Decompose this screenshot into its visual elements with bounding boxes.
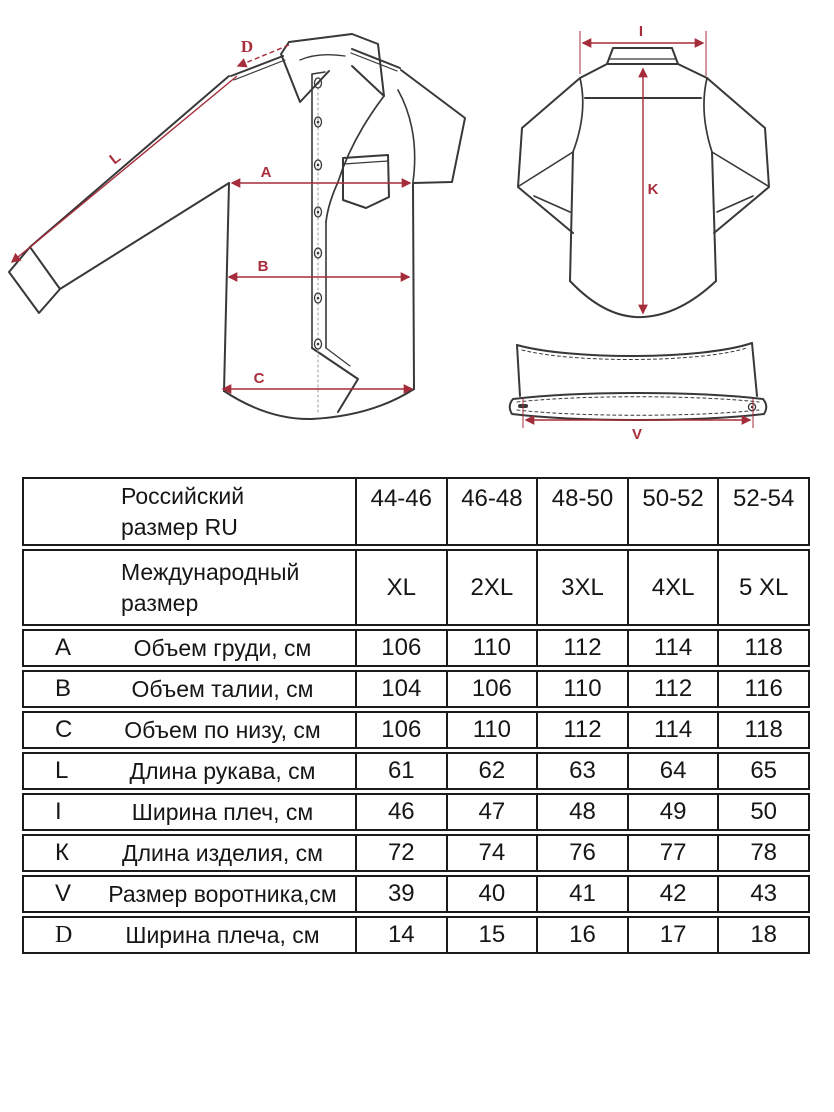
value-cell: 16: [536, 918, 627, 952]
header-line: Международный: [121, 558, 300, 585]
front-label-bottom: C: [253, 370, 265, 387]
value-cell: 47: [446, 795, 537, 829]
collar-drawing: [510, 343, 767, 420]
front-label-waist: B: [257, 258, 269, 275]
row-letter: К: [55, 839, 69, 866]
table-row-shoulder-width: [22, 793, 810, 831]
table-row-garment-length: [22, 834, 810, 872]
value-cell: 17: [627, 918, 718, 952]
value-cell: 118: [717, 631, 808, 665]
collar-button-icon: [748, 403, 755, 410]
ru-size-cell: 50-52: [627, 479, 718, 544]
ru-size-cell: 48-50: [536, 479, 627, 544]
value-cell: 116: [717, 672, 808, 706]
value-cell: 39: [355, 877, 446, 911]
value-cell: 112: [536, 713, 627, 747]
value-cell: 78: [717, 836, 808, 870]
row-letter: L: [55, 757, 69, 784]
header-line: размер: [121, 589, 199, 616]
value-cell: 110: [446, 713, 537, 747]
header-line: Российский: [121, 482, 245, 509]
front-label-chest: A: [260, 164, 272, 181]
russian-size-header-cell: [24, 479, 355, 544]
row-letter: V: [55, 880, 72, 907]
value-cell: 61: [355, 754, 446, 788]
value-cell: 74: [446, 836, 537, 870]
row-letter: D: [55, 921, 73, 948]
row-label: Объем груди, см: [133, 634, 312, 661]
table-row-shoulder-seam-width: [22, 916, 810, 954]
row-label: Ширина плеча, см: [125, 921, 320, 948]
table-row-sleeve-length: [22, 752, 810, 790]
table-row-collar-size: [22, 875, 810, 913]
value-cell: 110: [446, 631, 537, 665]
shirt-technical-drawings: [0, 0, 834, 470]
size-table: [22, 477, 810, 957]
value-cell: 114: [627, 713, 718, 747]
intl-size-cell: 4XL: [627, 551, 718, 624]
value-cell: 106: [355, 713, 446, 747]
row-label: Размер воротника,см: [108, 880, 337, 907]
intl-size-cell: 5 XL: [717, 551, 808, 624]
intl-size-cell: 2XL: [446, 551, 537, 624]
value-cell: 76: [536, 836, 627, 870]
value-cell: 50: [717, 795, 808, 829]
intl-size-cell: 3XL: [536, 551, 627, 624]
front-label-shoulder-seam: D: [240, 37, 254, 56]
value-cell: 43: [717, 877, 808, 911]
row-label: Ширина плеч, см: [131, 798, 314, 825]
value-cell: 18: [717, 918, 808, 952]
row-letter: B: [55, 675, 72, 702]
table-row-chest: [22, 629, 810, 667]
value-cell: 106: [446, 672, 537, 706]
ru-size-cell: 44-46: [355, 479, 446, 544]
value-cell: 77: [627, 836, 718, 870]
back-label-shoulder-width: I: [638, 23, 644, 40]
value-cell: 110: [536, 672, 627, 706]
back-label-length: K: [647, 181, 659, 198]
row-label: Длина рукава, см: [129, 757, 316, 784]
value-cell: 62: [446, 754, 537, 788]
ru-size-cell: 52-54: [717, 479, 808, 544]
header-line: размер RU: [121, 513, 238, 540]
value-cell: 118: [717, 713, 808, 747]
row-label: Длина изделия, см: [122, 839, 323, 866]
row-label: Объем по низу, см: [124, 716, 321, 743]
intl-size-cell: XL: [355, 551, 446, 624]
value-cell: 46: [355, 795, 446, 829]
value-cell: 112: [536, 631, 627, 665]
row-label: Объем талии, см: [131, 675, 314, 702]
value-cell: 14: [355, 918, 446, 952]
table-row-international-size: [22, 549, 810, 626]
front-label-sleeve: L: [106, 148, 125, 168]
international-size-header-cell: [24, 551, 355, 624]
value-cell: 114: [627, 631, 718, 665]
value-cell: 106: [355, 631, 446, 665]
row-letter: C: [55, 716, 73, 743]
value-cell: 40: [446, 877, 537, 911]
collar-label-size: V: [631, 426, 643, 443]
value-cell: 64: [627, 754, 718, 788]
value-cell: 42: [627, 877, 718, 911]
value-cell: 63: [536, 754, 627, 788]
value-cell: 112: [627, 672, 718, 706]
row-letter: A: [55, 634, 72, 661]
table-row-bottom-width: [22, 711, 810, 749]
value-cell: 72: [355, 836, 446, 870]
row-letter: I: [55, 798, 62, 825]
value-cell: 49: [627, 795, 718, 829]
value-cell: 104: [355, 672, 446, 706]
value-cell: 48: [536, 795, 627, 829]
ru-size-cell: 46-48: [446, 479, 537, 544]
value-cell: 65: [717, 754, 808, 788]
value-cell: 15: [446, 918, 537, 952]
shirt-front-view-drawing: [9, 34, 465, 419]
table-row-russian-size: [22, 477, 810, 546]
value-cell: 41: [536, 877, 627, 911]
table-row-waist: [22, 670, 810, 708]
